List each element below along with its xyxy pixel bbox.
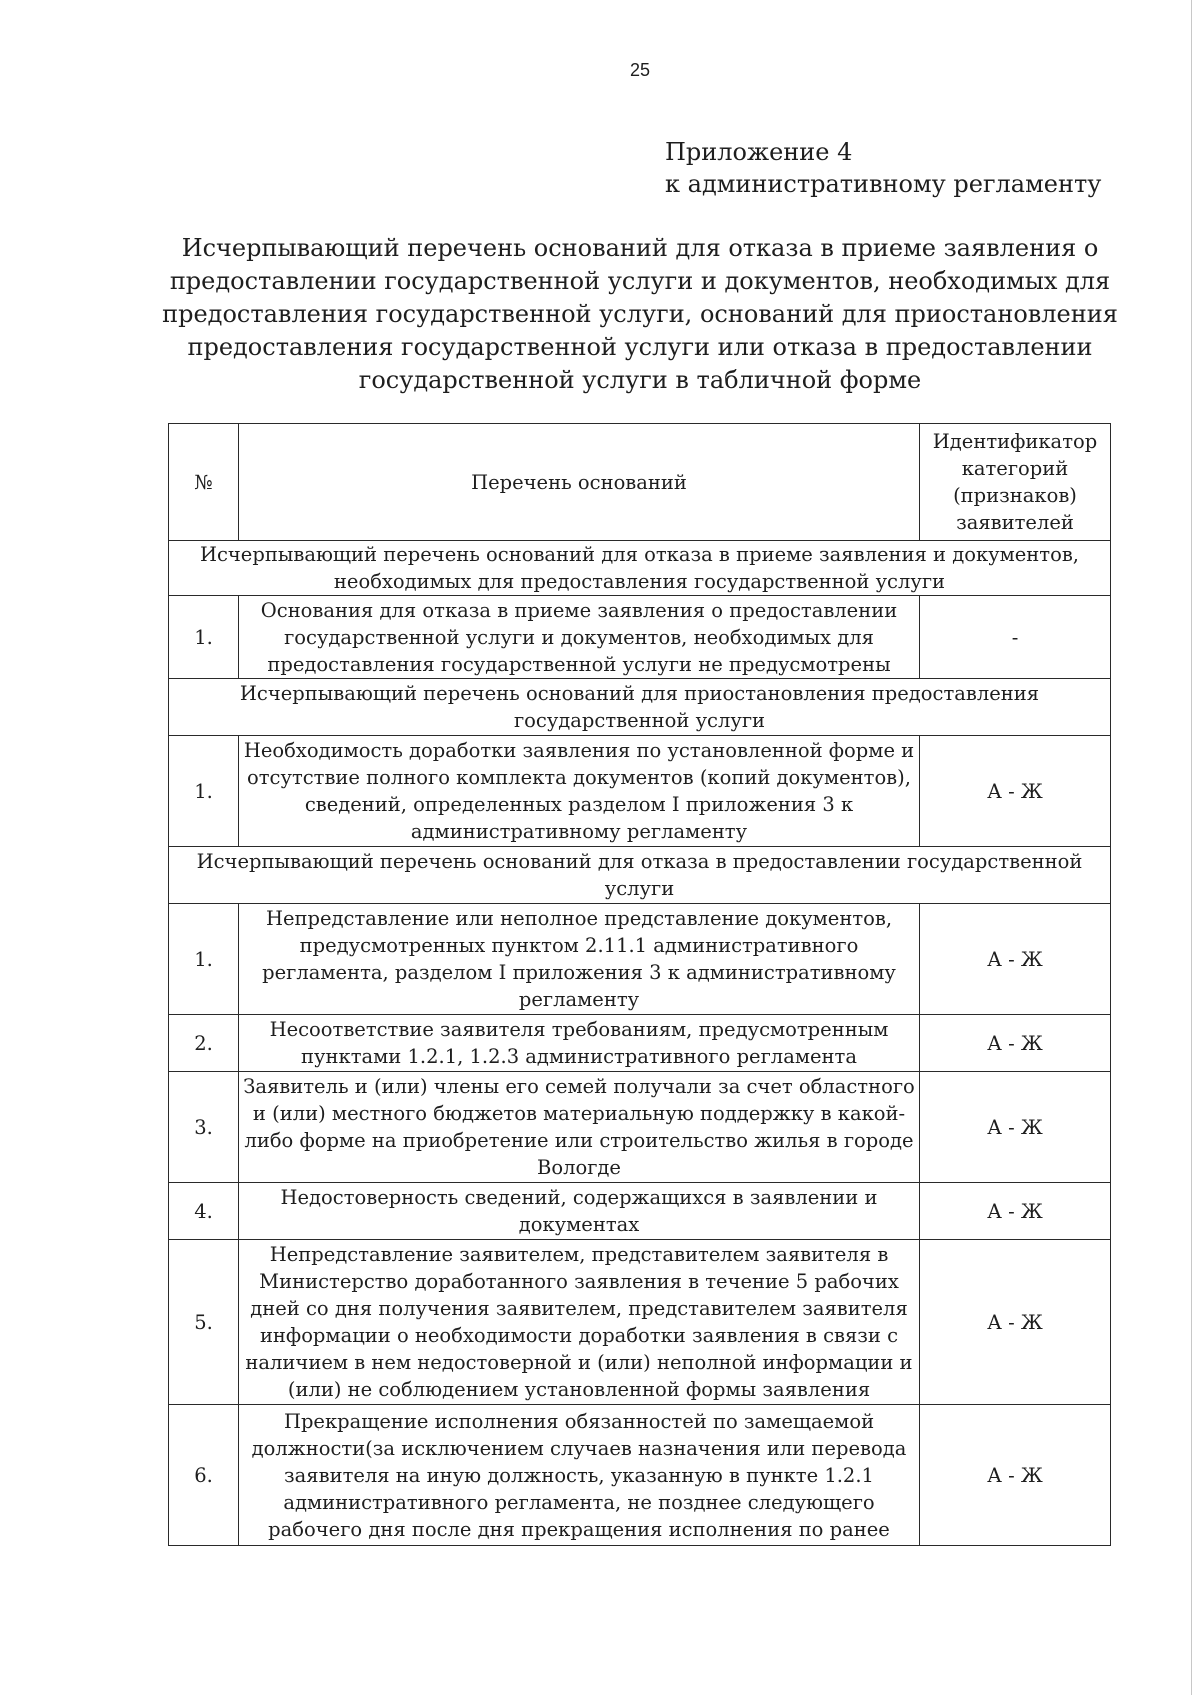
- row-num: 3.: [169, 1072, 239, 1183]
- scan-edge-line: [1191, 0, 1192, 1695]
- header-grounds: Перечень оснований: [239, 424, 920, 541]
- table-row: [169, 1405, 1111, 1546]
- document-heading: Исчерпывающий перечень оснований для отказа в приеме заявления о предоставлении государственной услуги и документов, необходимых для предоставления государственной услуги, оснований для приостановления предоставления государственной услуги или отказа в предоставлении государственной услуги в табличной форме: [162, 234, 1118, 394]
- row-text: Непредставление или неполное представление документов, предусмотренных пунктом 2.11.1 административного регламента, разделом I приложения 3 к административному регламенту: [239, 904, 920, 1015]
- page-number: 25: [629, 60, 651, 80]
- row-num: 4.: [169, 1183, 239, 1240]
- grounds-table: [168, 423, 1111, 1546]
- table-row: [169, 736, 1111, 847]
- row-text: Недостоверность сведений, содержащихся в заявлении и документах: [239, 1183, 920, 1240]
- row-text: Основания для отказа в приеме заявления о предоставлении государственной услуги и документов, необходимых для предоставления государственной услуги не предусмотрены: [239, 596, 920, 679]
- appendix-caption: [665, 136, 1101, 200]
- header-identifier: Идентификатор категорий (признаков) заявителей: [920, 424, 1111, 541]
- row-text: Непредставление заявителем, представителем заявителя в Министерство доработанного заявления в течение 5 рабочих дней со дня получения заявителем, представителем заявителя информации о необходимости доработки заявления в связи с наличием в нем недостоверной и (или) неполной информации и (или) не соблюдением установленной формы заявления: [239, 1240, 920, 1405]
- row-text: Заявитель и (или) члены его семей получали за счет областного и (или) местного бюджетов материальную поддержку в какой-либо форме на приобретение или строительство жилья в городе Вологде: [239, 1072, 920, 1183]
- section-title: Исчерпывающий перечень оснований для приостановления предоставления государственной услуги: [169, 679, 1111, 736]
- appendix-subtitle: к административному регламенту: [665, 170, 1102, 198]
- row-identifier: А - Ж: [920, 1240, 1111, 1405]
- section-row: [169, 847, 1111, 904]
- table-row: [169, 904, 1111, 1015]
- table-row: [169, 1183, 1111, 1240]
- table-row: [169, 596, 1111, 679]
- section-row: [169, 679, 1111, 736]
- table-header-row: [169, 424, 1111, 541]
- row-num: 5.: [169, 1240, 239, 1405]
- section-title: Исчерпывающий перечень оснований для отказа в приеме заявления и документов, необходимых для предоставления государственной услуги: [169, 541, 1111, 596]
- table-row: [169, 1072, 1111, 1183]
- table-row: [169, 1015, 1111, 1072]
- row-identifier: А - Ж: [920, 1405, 1111, 1546]
- row-identifier: А - Ж: [920, 736, 1111, 847]
- row-identifier: А - Ж: [920, 1072, 1111, 1183]
- row-num: 2.: [169, 1015, 239, 1072]
- row-identifier: -: [920, 596, 1111, 679]
- row-identifier: А - Ж: [920, 904, 1111, 1015]
- appendix-title: Приложение 4: [665, 138, 853, 166]
- row-identifier: А - Ж: [920, 1015, 1111, 1072]
- row-text: Несоответствие заявителя требованиям, предусмотренным пунктами 1.2.1, 1.2.3 административного регламента: [239, 1015, 920, 1072]
- row-num: 1.: [169, 736, 239, 847]
- header-num: №: [169, 424, 239, 541]
- section-row: [169, 541, 1111, 596]
- row-num: 6.: [169, 1405, 239, 1546]
- row-text: Необходимость доработки заявления по установленной форме и отсутствие полного комплекта документов (копий документов), сведений, определенных разделом I приложения 3 к административному регламенту: [239, 736, 920, 847]
- row-num: 1.: [169, 904, 239, 1015]
- table-row: [169, 1240, 1111, 1405]
- row-num: 1.: [169, 596, 239, 679]
- section-title: Исчерпывающий перечень оснований для отказа в предоставлении государственной услуги: [169, 847, 1111, 904]
- row-identifier: А - Ж: [920, 1183, 1111, 1240]
- row-text: Прекращение исполнения обязанностей по замещаемой должности(за исключением случаев назначения или перевода заявителя на иную должность, указанную в пункте 1.2.1 административного регламента, не позднее следующего рабочего дня после дня прекращения исполнения по ранее: [239, 1405, 920, 1546]
